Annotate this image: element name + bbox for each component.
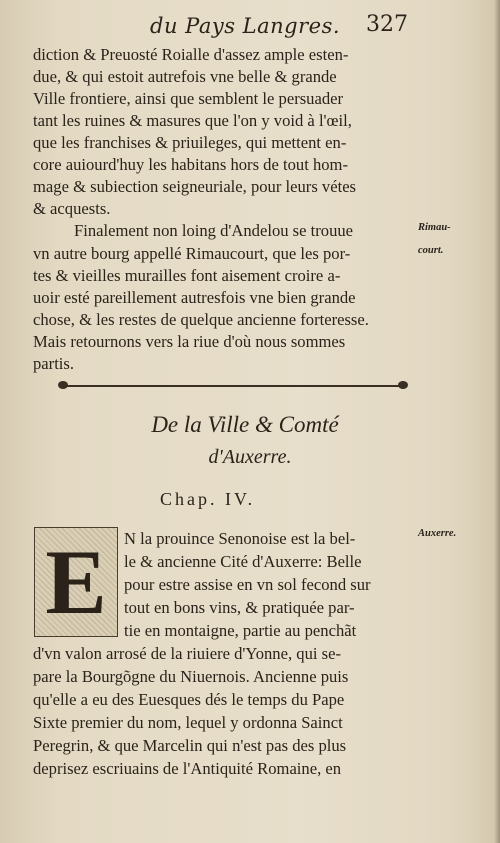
divider-ornament — [398, 381, 408, 389]
text-line: deprisez escriuains de l'Antiquité Romaine, en — [33, 759, 342, 778]
text-line: tes & vieilles murailles font aisement croire a- — [33, 266, 341, 285]
text-line: Ville frontiere, ainsi que semblent le persuader — [33, 89, 344, 108]
page-number: 327 — [366, 12, 408, 37]
text-line: qu'elle a eu des Euesques dés le temps du Pape — [33, 690, 345, 709]
section-subtitle: d'Auxerre. — [208, 446, 292, 468]
running-head: du Pays Langres. — [150, 14, 341, 38]
text-line: tant les ruines & masures que l'on y void à l'œil, — [33, 111, 352, 130]
text-line: le & ancienne Cité d'Auxerre: Belle — [124, 552, 362, 571]
divider-ornament — [58, 381, 68, 389]
section-divider — [62, 385, 402, 387]
text-line: que les franchises & priuileges, qui mettent en- — [33, 133, 347, 152]
text-line: uoir esté pareillement autresfois vne bien grande — [33, 288, 356, 307]
text-line: due, & qui estoit autrefois vne belle & grande — [33, 67, 337, 86]
section-title: De la Ville & Comté — [151, 412, 339, 437]
text-line: core auiourd'huy les habitans hors de tout hom- — [33, 155, 348, 174]
chapter-heading: Chap. IV. — [160, 489, 256, 509]
text-line: mage & subiection seigneuriale, pour leurs vétes — [33, 177, 357, 196]
text-line: d'vn valon arrosé de la riuiere d'Yonne, qui se- — [33, 644, 341, 663]
text-line: Mais retournons vers la riue d'où nous sommes — [33, 332, 346, 351]
ornamental-initial — [34, 527, 118, 637]
initial-letter: E — [45, 531, 107, 633]
text-line: diction & Preuosté Roialle d'assez ample esten- — [33, 45, 349, 64]
text-line: pour estre assise en vn sol fecond sur — [124, 575, 371, 594]
text-line: vn autre bourg appellé Rimaucourt, que les por- — [33, 244, 351, 263]
text-line: tout en bons vins, & pratiquée par- — [124, 598, 355, 617]
page-edge-shadow — [494, 0, 500, 843]
text-line: & acquests. — [33, 199, 111, 218]
text-line: Peregrin, & que Marcelin qui n'est pas des plus — [33, 736, 347, 755]
text-line: partis. — [33, 354, 75, 373]
margin-note: Auxerre. — [418, 528, 457, 539]
text-line: pare la Bourgõgne du Niuernois. Ancienne puis — [33, 667, 349, 686]
text-line: N la prouince Senonoise est la bel- — [124, 529, 356, 548]
text-line: chose, & les restes de quelque ancienne forteresse. — [33, 310, 369, 329]
text-line: Sixte premier du nom, lequel y ordonna Sainct — [33, 713, 343, 732]
margin-note: court. — [418, 245, 444, 256]
text-line: tie en montaigne, partie au penchãt — [124, 621, 357, 640]
text-line: Finalement non loing d'Andelou se trouue — [74, 221, 354, 240]
margin-note: Rimau- — [418, 222, 451, 233]
